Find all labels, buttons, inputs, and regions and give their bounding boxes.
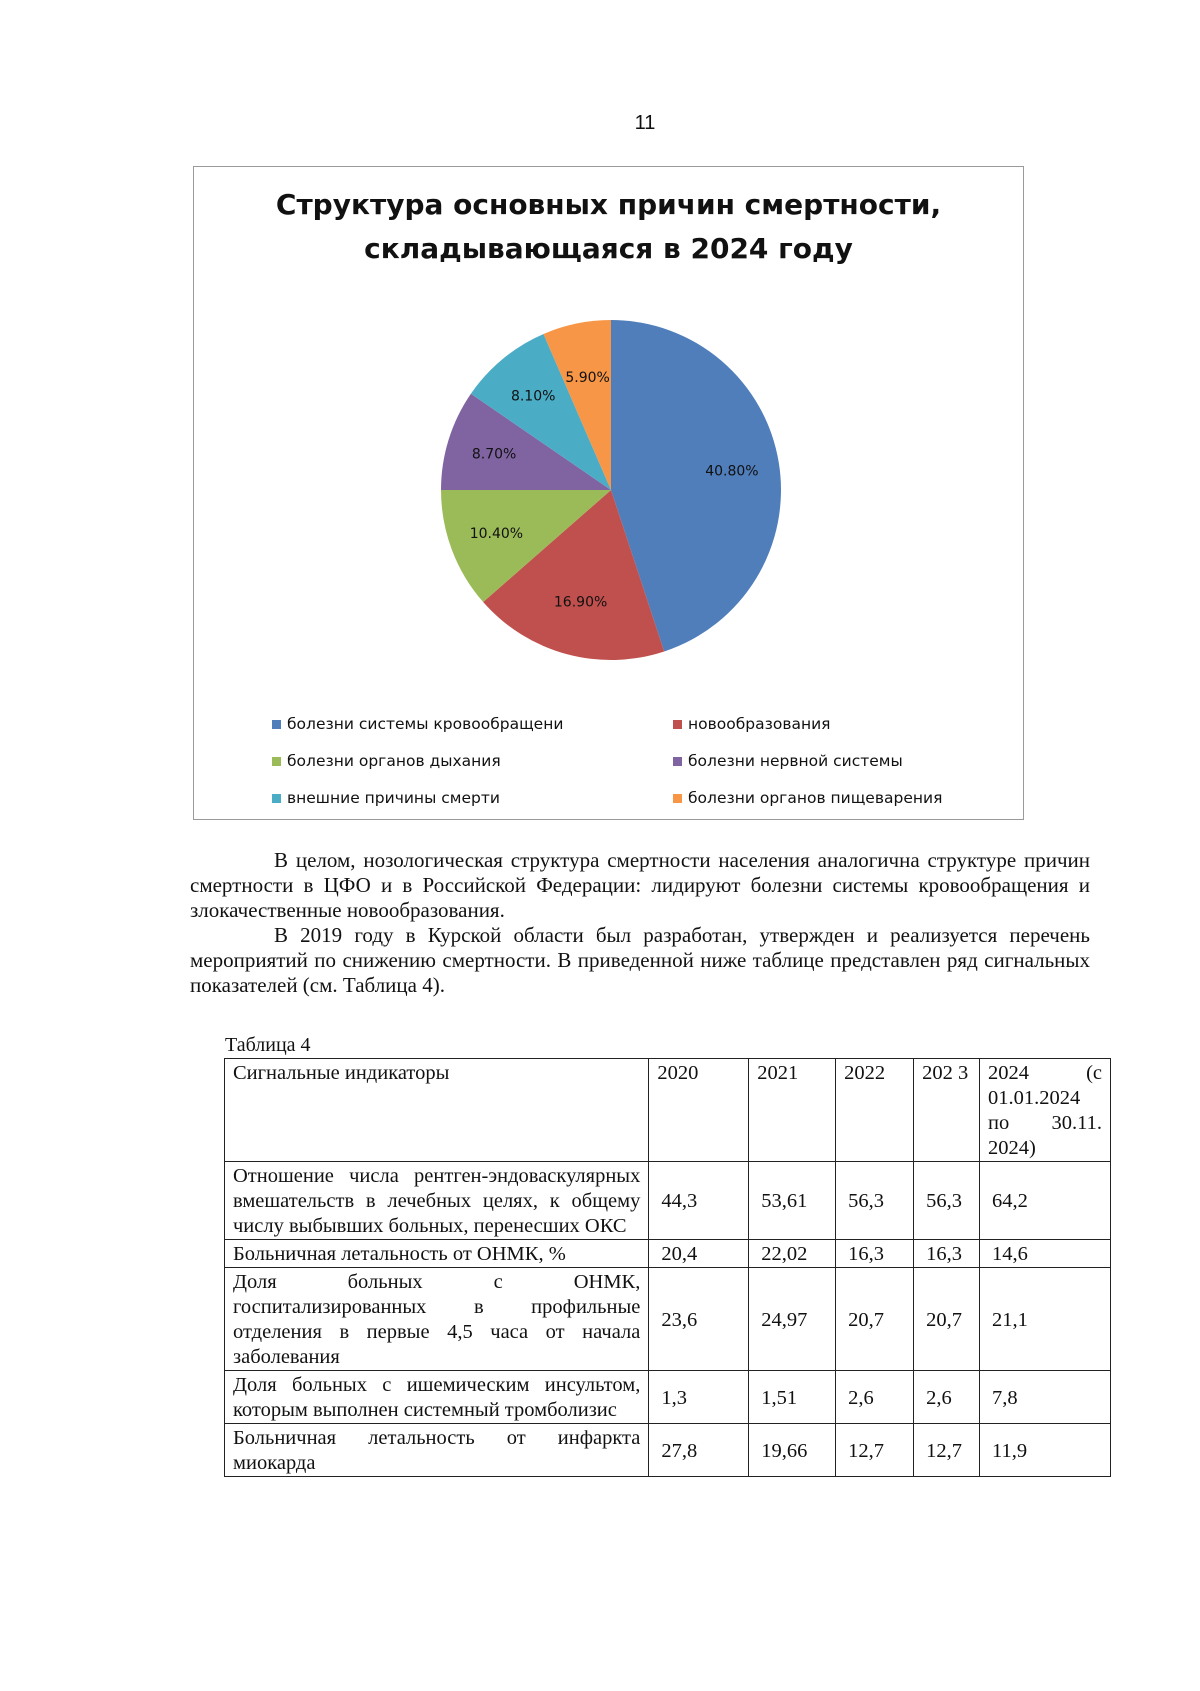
table-row (225, 1240, 1111, 1268)
value-cell: 14,6 (980, 1240, 1111, 1268)
indicator-cell: Больничная летальность от ОНМК, % (225, 1240, 649, 1268)
indicator-cell: Отношение числа рентген-эндоваскулярных вмешательств в лечебных целях, к общему числу выбывших больных, перенесших ОКС (225, 1162, 649, 1240)
legend-swatch-circulatory (272, 720, 281, 729)
table-caption: Таблица 4 (225, 1034, 311, 1056)
value-cell: 2,6 (836, 1371, 914, 1424)
table-row (225, 1268, 1111, 1371)
table-header-row (225, 1059, 1111, 1162)
legend-item-circulatory (272, 715, 563, 733)
paragraph-2: В 2019 году в Курской области был разработан, утвержден и реализуется перечень мероприятий по снижению смертности. В приведенной ниже таблице представлен ряд сигнальных показателей (см. Таблица 4). (190, 923, 1090, 997)
value-cell: 44,3 (649, 1162, 749, 1240)
value-cell: 20,7 (914, 1268, 980, 1371)
indicator-cell: Доля больных с ишемическим инсультом, которым выполнен системный тромболизис (225, 1371, 649, 1424)
value-cell: 22,02 (749, 1240, 836, 1268)
pie-chart (193, 166, 1024, 820)
value-cell: 16,3 (914, 1240, 980, 1268)
header-indicators: Сигнальные индикаторы (225, 1059, 649, 1162)
value-cell: 11,9 (980, 1424, 1111, 1477)
value-cell: 53,61 (749, 1162, 836, 1240)
value-cell: 1,3 (649, 1371, 749, 1424)
header-2022: 2022 (836, 1059, 914, 1162)
legend-label-nervous: болезни нервной системы (688, 752, 903, 770)
indicator-cell: Больничная летальность от инфаркта миокарда (225, 1424, 649, 1477)
pie-label-neoplasms: 16.90% (553, 594, 608, 611)
table-row (225, 1162, 1111, 1240)
header-2020: 2020 (649, 1059, 749, 1162)
table-row (225, 1424, 1111, 1477)
pie-label-external: 8.10% (510, 388, 556, 405)
value-cell: 16,3 (836, 1240, 914, 1268)
chart-title-line-1: Структура основных причин смертности, (275, 188, 942, 221)
pie-label-digestive: 5.90% (565, 369, 610, 386)
header-2024: 2024 (с 01.01.2024 по 30.11. 2024) (980, 1059, 1111, 1162)
paragraph-1: В целом, нозологическая структура смертности населения аналогична структуре причин смертности в ЦФО и в Российской Федерации: лидируют болезни системы кровообращения и злокачественные новообразования. (190, 848, 1090, 922)
legend-item-external (272, 789, 500, 807)
legend-swatch-neoplasms (673, 720, 682, 729)
legend-swatch-respiratory (272, 757, 281, 766)
legend-label-neoplasms: новообразования (688, 715, 831, 733)
legend-item-respiratory (272, 752, 501, 770)
value-cell: 20,4 (649, 1240, 749, 1268)
value-cell: 24,97 (749, 1268, 836, 1371)
body-text (190, 848, 1090, 998)
legend-label-external: внешние причины смерти (287, 789, 500, 807)
value-cell: 21,1 (980, 1268, 1111, 1371)
legend-item-neoplasms (673, 715, 831, 733)
indicator-cell: Доля больных с ОНМК, госпитализированных в профильные отделения в первые 4,5 часа от начала заболевания (225, 1268, 649, 1371)
value-cell: 56,3 (914, 1162, 980, 1240)
value-cell: 27,8 (649, 1424, 749, 1477)
pie-label-respiratory: 10.40% (469, 526, 524, 543)
value-cell: 19,66 (749, 1424, 836, 1477)
pie-label-circulatory: 40.80% (705, 463, 759, 480)
pie-label-nervous: 8.70% (471, 446, 517, 463)
value-cell: 23,6 (649, 1268, 749, 1371)
value-cell: 12,7 (836, 1424, 914, 1477)
value-cell: 2,6 (914, 1371, 980, 1424)
legend-label-respiratory: болезни органов дыхания (287, 752, 501, 770)
value-cell: 12,7 (914, 1424, 980, 1477)
indicators-table (224, 1058, 1111, 1477)
legend-swatch-digestive (673, 794, 682, 803)
header-2023: 202 3 (914, 1059, 980, 1162)
header-2021: 2021 (749, 1059, 836, 1162)
value-cell: 1,51 (749, 1371, 836, 1424)
legend-label-circulatory: болезни системы кровообращени (287, 715, 564, 733)
legend-item-digestive (673, 789, 942, 807)
legend-item-nervous (673, 752, 903, 770)
value-cell: 64,2 (980, 1162, 1111, 1240)
table-row (225, 1371, 1111, 1424)
legend-swatch-nervous (673, 757, 682, 766)
chart-title-line-2: складывающаяся в 2024 году (364, 232, 853, 265)
value-cell: 56,3 (836, 1162, 914, 1240)
legend-swatch-external (272, 794, 281, 803)
value-cell: 7,8 (980, 1371, 1111, 1424)
value-cell: 20,7 (836, 1268, 914, 1371)
legend-label-digestive: болезни органов пищеварения (688, 789, 943, 807)
page-number: 11 (634, 112, 656, 134)
